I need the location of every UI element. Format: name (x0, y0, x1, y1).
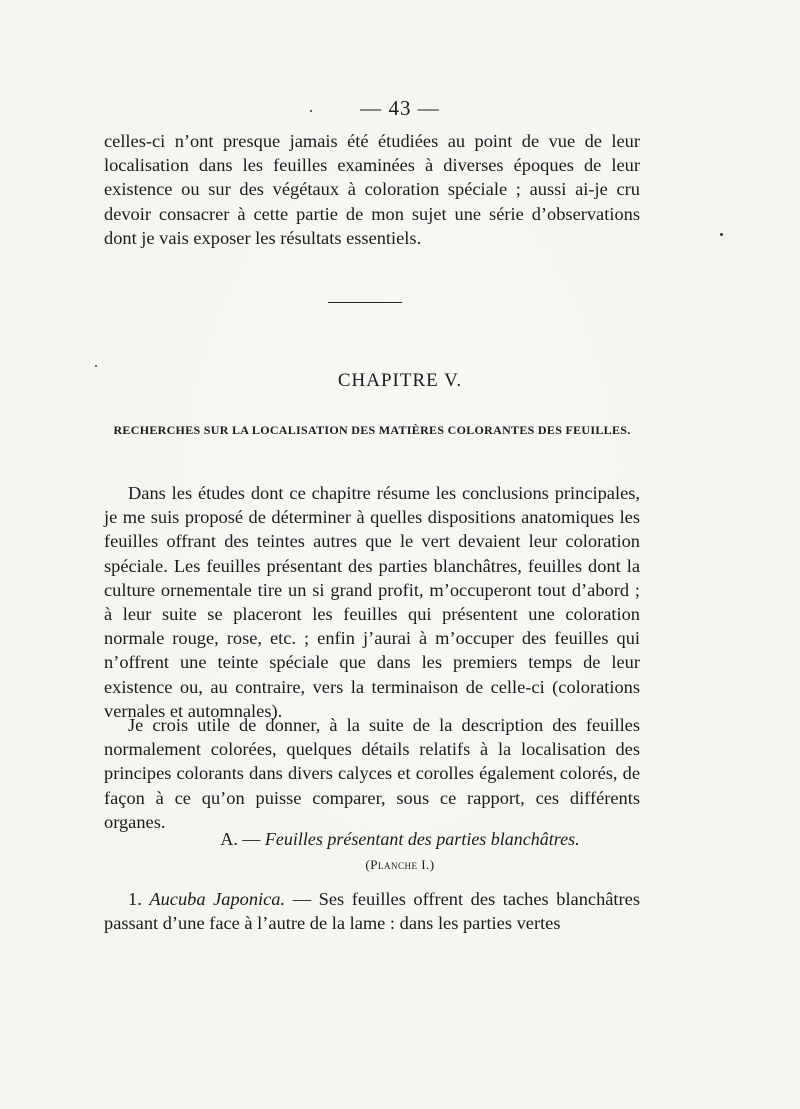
section-heading (0, 829, 800, 850)
entry-text: — Ses feuilles offrent des taches blanchâtres passant d’une face à l’autre de la lame : dans les parties vertes (104, 889, 640, 934)
section-title: Feuilles présentant des parties blanchâtres. (264, 829, 580, 849)
paragraph-method-note: Je crois utile de donner, à la suite de la description des feuilles normalement colorées, quelques détails relatifs à la localisation des principes colorants dans divers calyces et corolles également colorés, de façon à ce qu’on puisse comparer, sous ce rapport, ces différents organes. (104, 715, 640, 832)
entry-number: 1. (128, 889, 142, 909)
entry-species: Aucuba Japonica. (149, 889, 286, 909)
chapter-subtitle: RECHERCHES SUR LA LOCALISATION DES MATIÈRES COLORANTES DES FEUILLES. (113, 423, 631, 437)
paragraph-intro: celles-ci n’ont presque jamais été étudiées au point de vue de leur localisation dans les feuilles examinées à diverses époques de leur existence ou sur des végétaux à coloration spéciale ; aussi ai-je cru devoir consacrer à cette partie de mon sujet une série d’observations dont je vais exposer les résultats essentiels. (104, 131, 640, 248)
plate-reference: (Planche I.) (365, 857, 435, 872)
entry-paragraph (104, 887, 640, 935)
paper-speck (95, 365, 97, 367)
paper-speck (720, 233, 723, 236)
chapter-title: CHAPITRE V. (337, 370, 463, 391)
section-letter: A. — (220, 829, 261, 849)
page-number: — 43 — (360, 96, 440, 120)
paragraph-chapter-intro: Dans les études dont ce chapitre résume les conclusions principales, je me suis proposé de déterminer à quelles dispositions anatomiques les feuilles offrant des teintes autres que le vert devaient leur coloration spéciale. Les feuilles présentant des parties blanchâtres, feuilles dont la culture ornementale tire un si grand profit, m’occuperont tout d’abord ; à leur suite se placeront les feuilles qui présentent une coloration normale rouge, rose, etc. ; enfin j’aurai à m’occuper des feuilles qui n’offrent une teinte spéciale que dans les premiers temps de leur existence ou, au contraire, vers la terminaison de celle-ci (colorations vernales et automnales). (104, 483, 640, 721)
section-separator (328, 302, 402, 303)
paper-speck (310, 110, 312, 112)
